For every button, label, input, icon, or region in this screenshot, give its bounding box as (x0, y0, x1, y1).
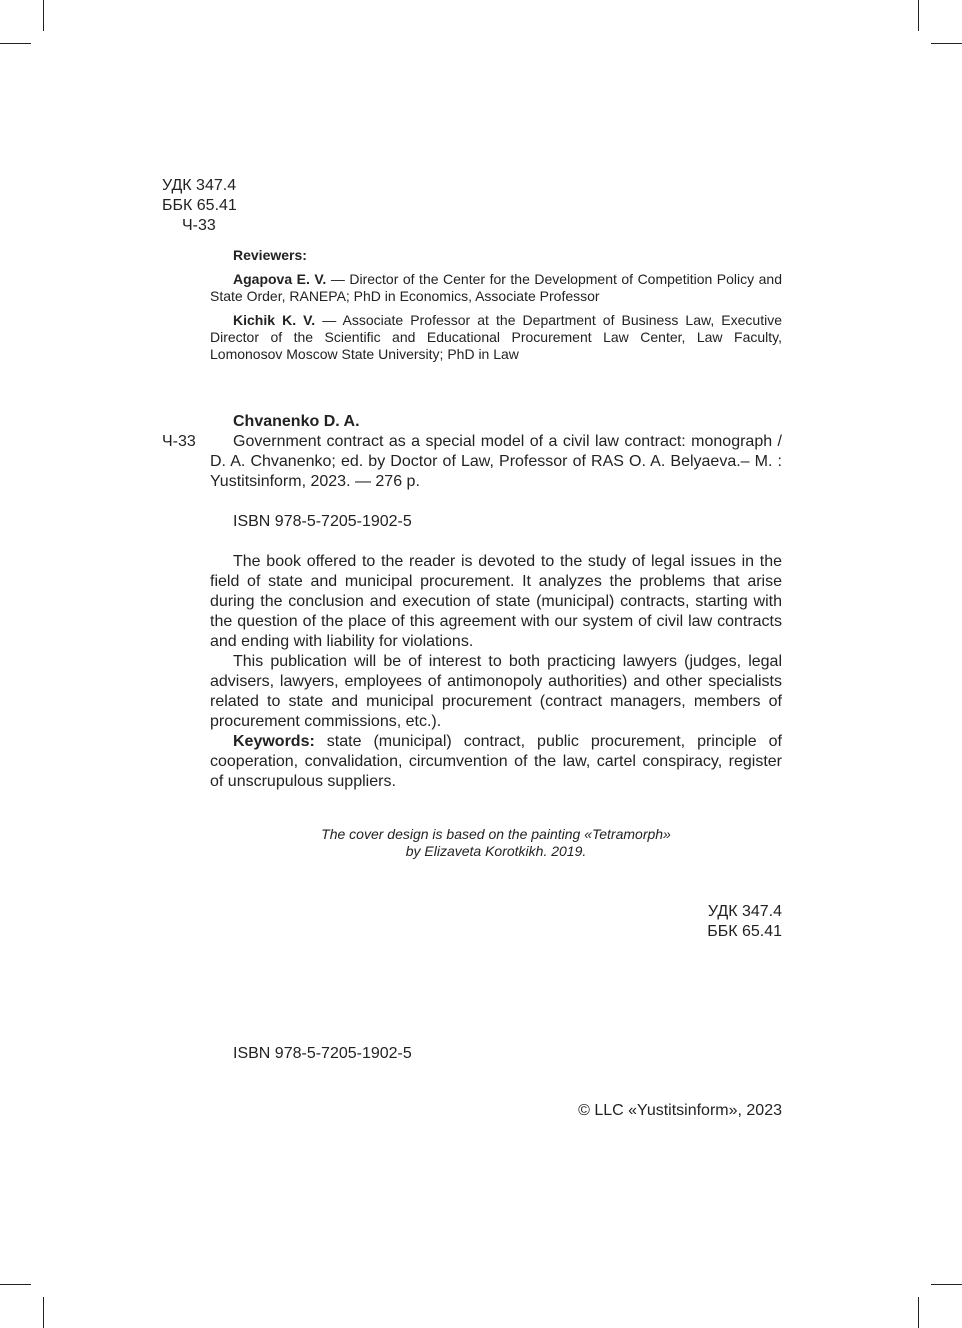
keywords-paragraph (210, 732, 782, 792)
crop-mark-bottom-right-horizontal (931, 1284, 962, 1285)
reviewer-1-description: — Director of the Center for the Development of Competition Policy and State Order, RANEPA; PhD in Economics, Associate Professor (210, 271, 783, 304)
footer-udk: УДК 347.4 (707, 903, 782, 920)
author-mark: Ч-33 (182, 217, 216, 234)
abstract-section (210, 552, 782, 792)
reviewer-2-name: Kichik K. V. (233, 312, 316, 328)
reviewers-heading: Reviewers: (233, 247, 307, 263)
catalog-author: Chvanenko D. A. (233, 413, 360, 430)
footer-isbn: ISBN 978-5-7205-1902-5 (233, 1045, 412, 1062)
footer-bbk: ББК 65.41 (707, 923, 782, 940)
classification-block (162, 176, 237, 236)
cover-note-line-1: The cover design is based on the painting «Tetramorph» (321, 826, 671, 842)
copyright: © LLC «Yustitsinform», 2023 (578, 1102, 782, 1119)
udk-code: УДК 347.4 (162, 177, 237, 194)
crop-mark-bottom-left-vertical (43, 1297, 44, 1328)
cover-note (210, 826, 782, 860)
keywords-text: state (municipal) contract, public procurement, principle of cooperation, convalidation, circumvention of the law, cartel conspiracy, register of unscrupulous suppliers. (210, 733, 782, 790)
reviewer-2-description: — Associate Professor at the Department of Business Law, Executive Director of the Scientific and Educational Procurement Law Center, Law Faculty, Lomonosov Moscow State University; PhD in Law (210, 312, 782, 362)
bbk-code: ББК 65.41 (162, 197, 237, 214)
crop-mark-top-right-vertical (918, 0, 919, 31)
abstract-paragraph-1: The book offered to the reader is devoted to the study of legal issues in the field of state and municipal procurement. It analyzes the problems that arise during the conclusion and execution of state (municipal) contracts, starting with the question of the place of this agreement with our system of civil law contracts and ending with liability for violations. (210, 553, 782, 650)
crop-mark-bottom-left-horizontal (0, 1284, 31, 1285)
reviewer-2 (210, 312, 782, 363)
crop-mark-top-left-vertical (43, 0, 44, 31)
catalog-isbn: ISBN 978-5-7205-1902-5 (233, 513, 412, 530)
reviewers-section (210, 247, 782, 363)
footer-classification (582, 902, 782, 942)
crop-mark-top-left-horizontal (0, 43, 31, 44)
keywords-label: Keywords: (233, 733, 315, 750)
abstract-paragraph-2: This publication will be of interest to both practicing lawyers (judges, legal advisers, lawyers, employees of antimonopoly authorities) and other specialists related to state and municipal procurement (contract managers, members of procurement commissions, etc.). (210, 653, 782, 730)
reviewer-1 (210, 271, 782, 305)
crop-mark-top-right-horizontal (931, 43, 962, 44)
cover-note-line-2: by Elizaveta Korotkikh. 2019. (405, 843, 587, 859)
catalog-mark: Ч-33 (162, 433, 196, 450)
crop-mark-bottom-right-vertical (918, 1297, 919, 1328)
catalog-description: Government contract as a special model of a civil law contract: monograph / D. A. Chvanenko; ed. by Doctor of Law, Professor of RAS O. A. Belyaeva.– M. : Yustitsinform, 2023. — 276 p. (210, 433, 782, 490)
reviewer-1-name: Agapova E. V. (233, 271, 327, 287)
